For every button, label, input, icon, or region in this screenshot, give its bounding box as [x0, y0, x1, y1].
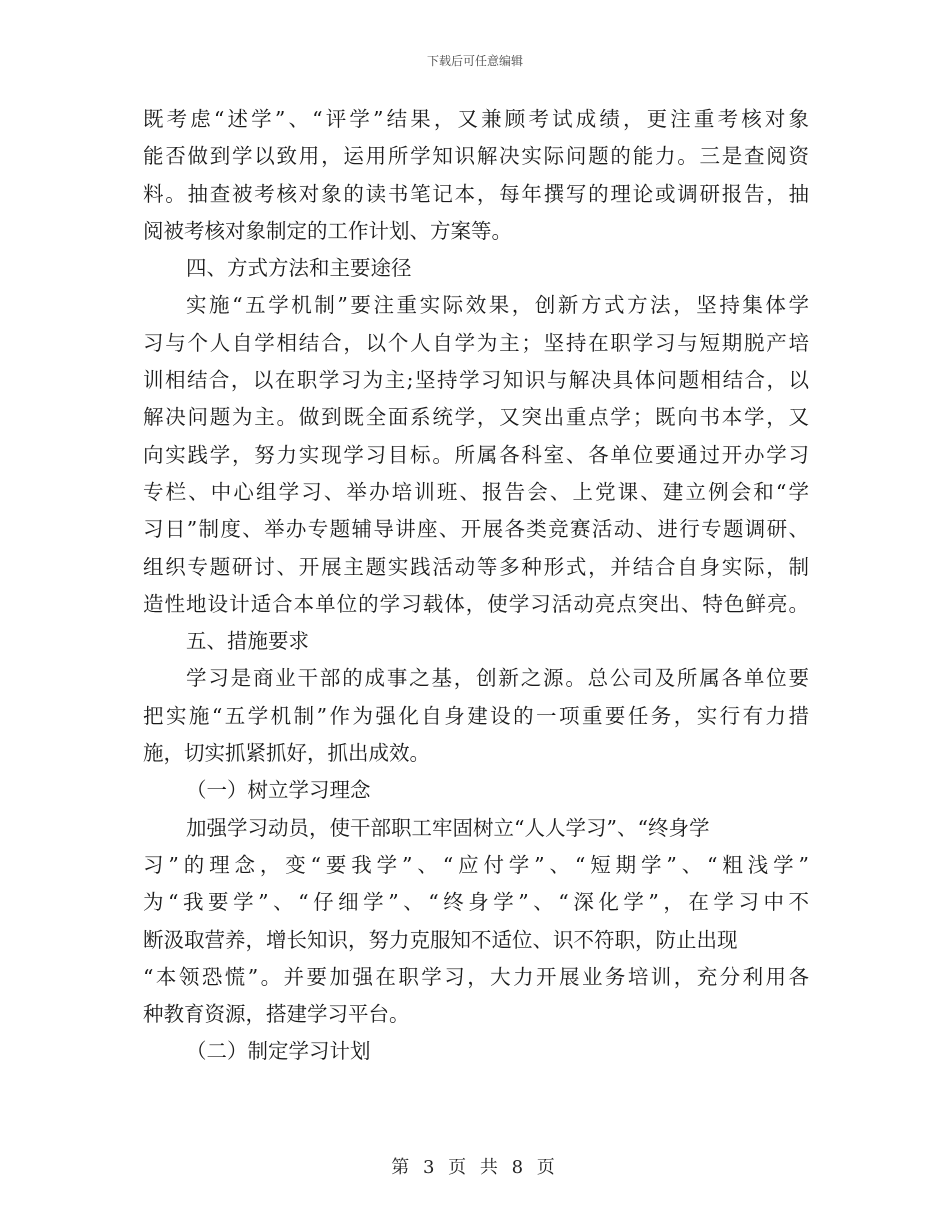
- subsection-heading: （一）树立学习理念: [186, 778, 371, 803]
- body-line: 既考虑“述学”、“评学”结果，又兼顾考试成绩，更注重考核对象: [143, 107, 809, 131]
- body-line: 断汲取营养，增长知识，努力克服知不适位、识不符职，防止出现: [143, 927, 738, 952]
- body-line: 专栏、中心组学习、举办培训班、报告会、上党课、建立例会和“学: [143, 479, 809, 504]
- body-line: 组织专题研讨、开展主题实践活动等多种形式，并结合自身实际，制: [143, 554, 809, 579]
- body-line: “本领恐慌”。并要加强在职学习，大力开展业务培训，充分利用各: [143, 964, 809, 989]
- body-line: 为“我要学”、“仔细学”、“终身学”、“深化学”，在学习中不: [143, 890, 809, 915]
- page-header: 下载后可任意编辑: [426, 54, 523, 68]
- body-line: 加强学习动员，使干部职工牢固树立“人人学习”、“终身学: [186, 815, 710, 840]
- body-line: 能否做到学以致用，运用所学知识解决实际问题的能力。三是查阅资: [143, 144, 809, 169]
- body-line: 造性地设计适合本单位的学习载体，使学习活动亮点突出、特色鲜亮。: [143, 591, 809, 616]
- body-line: 学习是商业干部的成事之基，创新之源。总公司及所属各单位要: [186, 666, 809, 691]
- body-line: 训相结合，以在职学习为主;坚持学习知识与解决具体问题相结合，以: [143, 368, 809, 393]
- body-line: 把实施“五学机制”作为强化自身建设的一项重要任务，实行有力措: [143, 703, 809, 728]
- page-number: 第 3 页 共 8 页: [391, 1157, 559, 1178]
- body-line: 施，切实抓紧抓好，抓出成效。: [143, 741, 430, 766]
- body-line: 实施“五学机制”要注重实际效果，创新方式方法，坚持集体学: [186, 293, 809, 318]
- body-line: 料。抽查被考核对象的读书笔记本，每年撰写的理论或调研报告，抽: [143, 181, 809, 206]
- body-line: 解决问题为主。做到既全面系统学，又突出重点学；既向书本学，又: [143, 405, 809, 430]
- section-heading: 五、措施要求: [186, 629, 309, 654]
- section-heading: 四、方式方法和主要途径: [186, 256, 412, 281]
- body-line: 习”的理念，变“要我学”、“应付学”、“短期学”、“粗浅学”: [143, 852, 809, 877]
- subsection-heading: （二）制定学习计划: [186, 1039, 371, 1064]
- body-line: 习与个人自学相结合，以个人自学为主；坚持在职学习与短期脱产培: [143, 330, 809, 355]
- body-line: 向实践学，努力实现学习目标。所属各科室、各单位要通过开办学习: [143, 442, 809, 467]
- body-line: 种教育资源，搭建学习平台。: [143, 1002, 410, 1027]
- body-line: 习日”制度、举办专题辅导讲座、开展各类竞赛活动、进行专题调研、: [143, 517, 809, 542]
- body-line: 阅被考核对象制定的工作计划、方案等。: [143, 218, 512, 243]
- document-body: [143, 101, 809, 1071]
